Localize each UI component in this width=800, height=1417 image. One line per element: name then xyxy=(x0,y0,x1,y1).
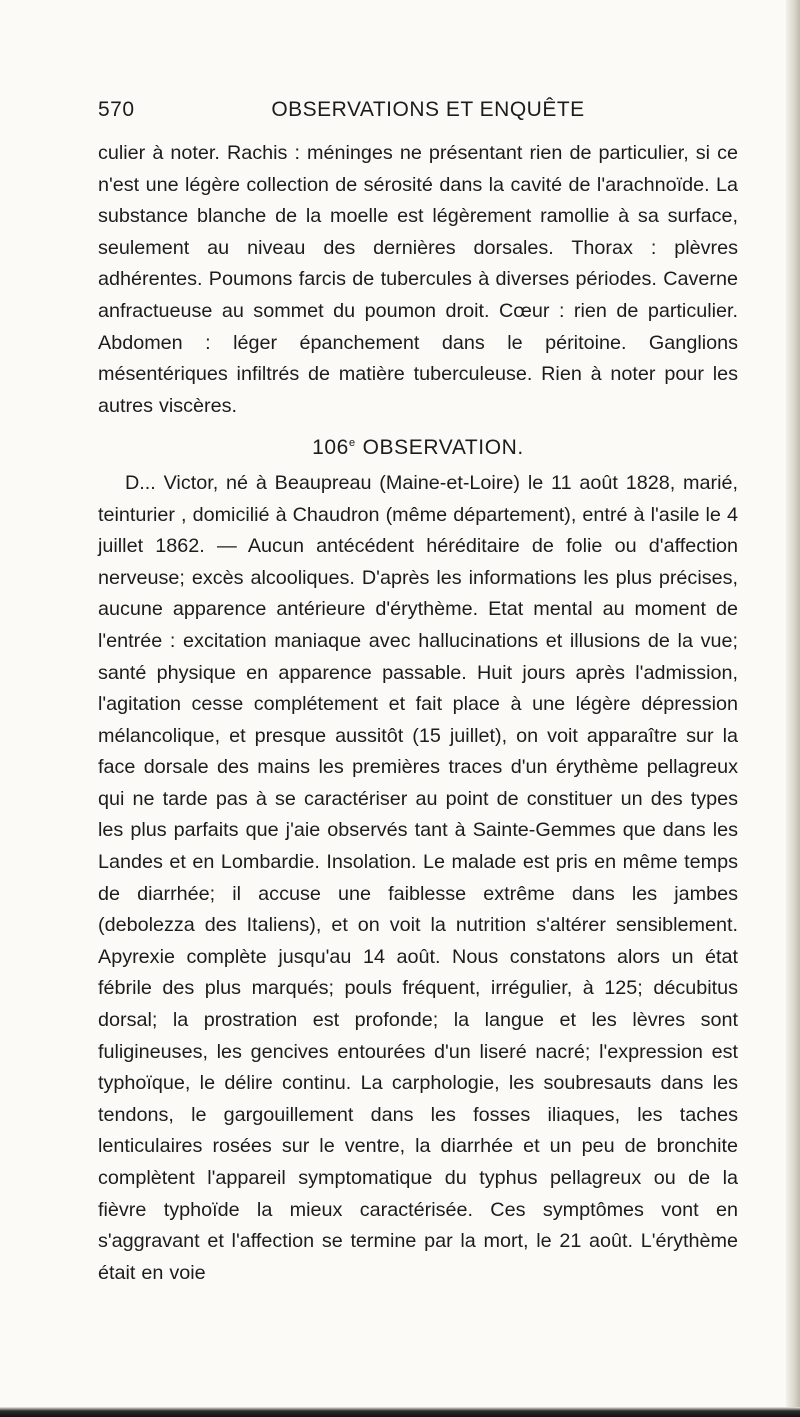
page-edge-shadow xyxy=(786,0,800,1417)
page-header xyxy=(98,98,738,128)
observation-number: 106 xyxy=(312,436,349,460)
page-number: 570 xyxy=(98,98,135,121)
paragraph-continuation: culier à noter. Rachis : méninges ne présentant rien de particulier, si ce n'est une légère collection de sérosité dans la cavité de l'arachnoïde. La substance blanche de la moelle est légèrement ramollie à sa surface, seulement au niveau des dernières dorsales. Thorax : plèvres adhérentes. Poumons farcis de tubercules à diverses périodes. Caverne anfractueuse au sommet du poumon droit. Cœur : rien de particulier. Abdomen : léger épanchement dans le péritoine. Ganglions mésentériques infiltrés de matière tuberculeuse. Rien à noter pour les autres viscères. xyxy=(98,142,738,417)
observation-number-suffix: e xyxy=(348,437,356,450)
page-bottom-edge xyxy=(0,1407,800,1417)
running-title: OBSERVATIONS ET ENQUÊTE xyxy=(271,98,585,121)
body-text xyxy=(98,138,738,1289)
observation-title: OBSERVATION. xyxy=(362,436,524,460)
observation-paragraph: D... Victor, né à Beaupreau (Maine-et-Loire) le 11 août 1828, marié, teinturier , domicilié à Chaudron (même département), entré à l'asile le 4 juillet 1862. — Aucun antécédent héréditaire de folie ou d'affection nerveuse; excès alcooliques. D'après les informations les plus précises, aucune apparence antérieure d'érythème. Etat mental au moment de l'entrée : excitation maniaque avec hallucinations et illusions de la vue; santé physique en apparence passable. Huit jours après l'admission, l'agitation cesse complétement et fait place à une légère dépression mélancolique, et presque aussitôt (15 juillet), on voit apparaître sur la face dorsale des mains les premières traces d'un érythème pellagreux qui ne tarde pas à se caractériser au point de constituer un des types les plus parfaits que j'aie observés tant à Sainte-Gemmes que dans les Landes et en Lombardie. Insolation. Le malade est pris en même temps de diarrhée; il accuse une faiblesse extrême dans les jambes (debolezza des Italiens), et on voit la nutrition s'altérer sensiblement. Apyrexie complète jusqu'au 14 août. Nous constatons alors un état fébrile des plus marqués; pouls fréquent, irrégulier, à 125; décubitus dorsal; la prostration est profonde; la langue et les lèvres sont fuligineuses, les gencives entourées d'un liseré nacré; l'expression est typhoïque, le délire continu. La carphologie, les soubresauts dans les tendons, le gargouillement dans les fosses iliaques, les taches lenticulaires rosées sur le ventre, la diarrhée et un peu de bronchite complètent l'appareil symptomatique du typhus pellagreux ou de la fièvre typhoïde la mieux caractérisée. Ces symptômes vont en s'aggravant et l'affection se termine par la mort, le 21 août. L'érythème était en voie xyxy=(98,471,738,1284)
section-heading xyxy=(98,432,738,464)
